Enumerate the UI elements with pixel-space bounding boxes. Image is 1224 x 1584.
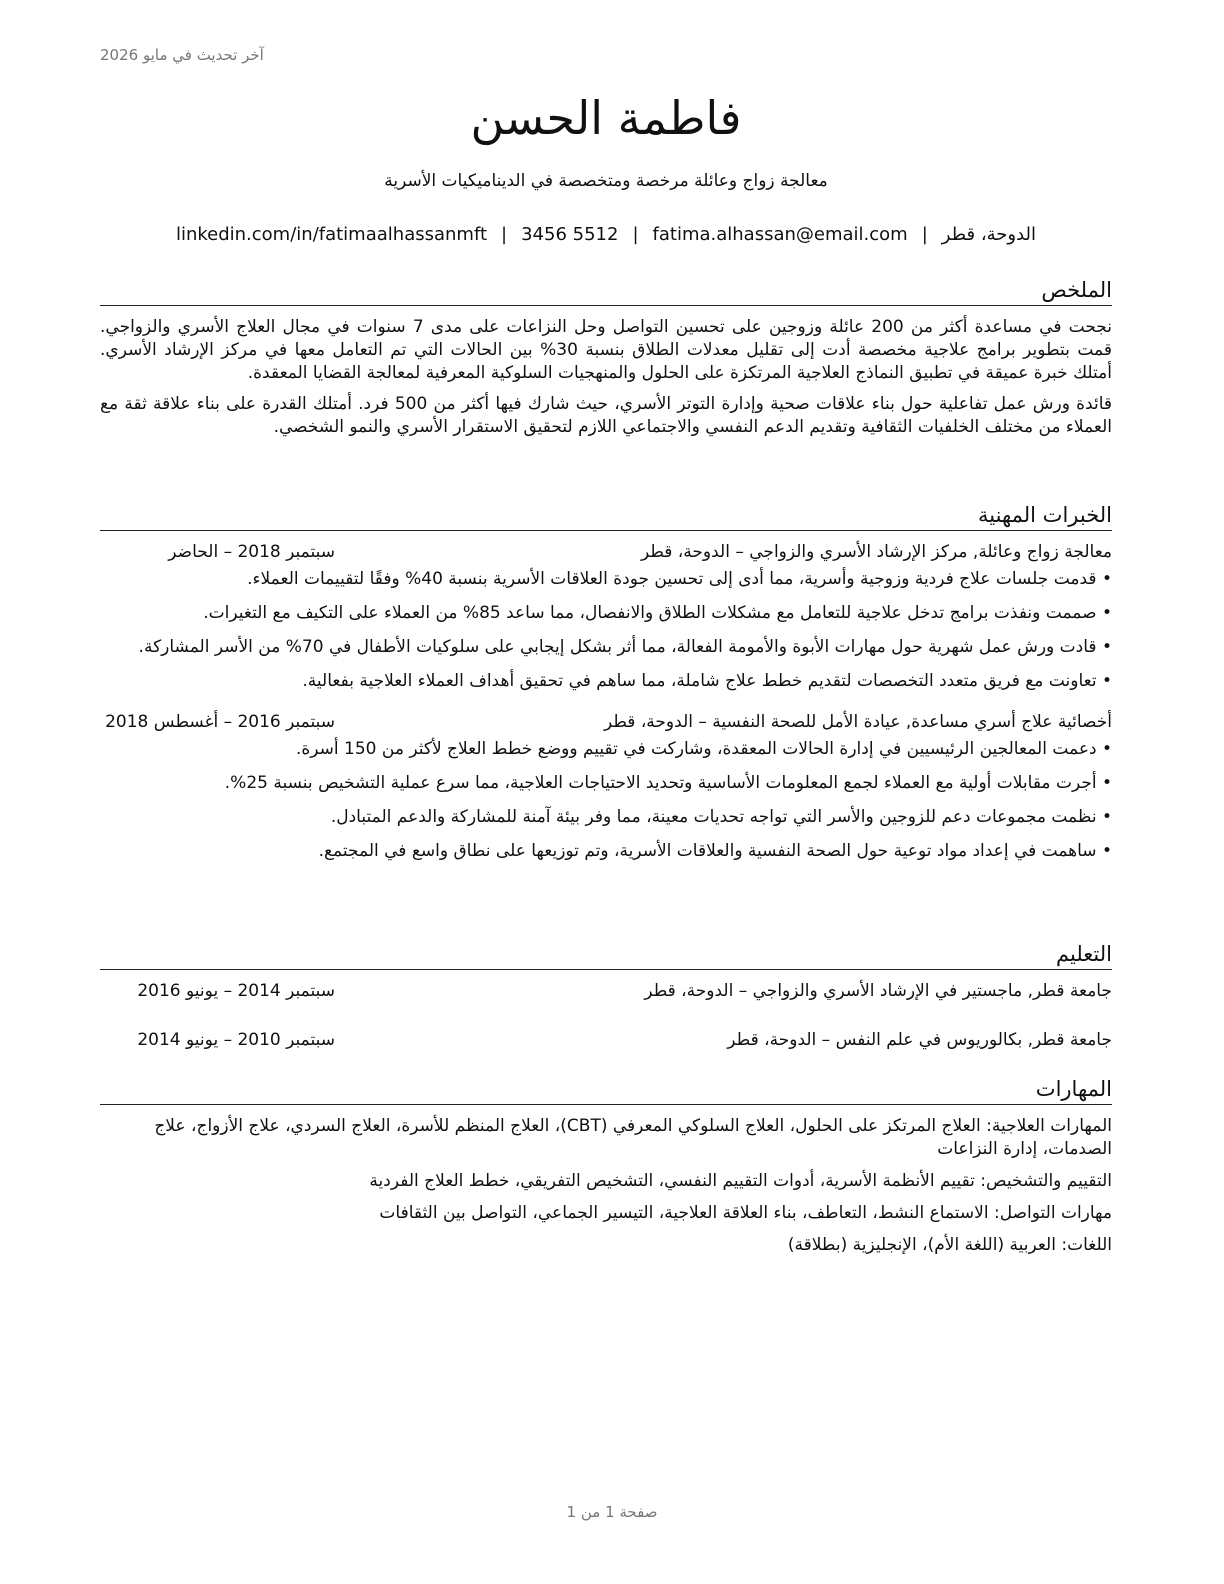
education-heading: جامعة قطر, ماجستير في الإرشاد الأسري والزواجي – الدوحة، قطر xyxy=(644,981,1112,1001)
education-dates: سبتمبر 2014 – يونيو 2016 xyxy=(137,981,335,1001)
summary-paragraph: قائدة ورش عمل تفاعلية حول بناء علاقات صحية وإدارة التوتر الأسري، حيث شارك فيها أكثر من 500 فرد. أمتلك القدرة على بناء علاقة ثقة مع العملاء من مختلف الخلفيات الثقافية وتقديم الدعم النفسي والاجتماعي اللازم لتحقيق الاستقرار الأسري والنمو الشخصي. xyxy=(100,394,1112,437)
summary-section xyxy=(100,276,1112,447)
summary-title: الملخص xyxy=(100,276,1112,306)
contact-separator: | xyxy=(632,224,639,245)
job-bullets xyxy=(100,568,1112,693)
job-bullet: • أجرت مقابلات أولية مع العملاء لجمع المعلومات الأساسية وتحديد الاحتياجات العلاجية، مما سرع عملية التشخيص بنسبة 25%. xyxy=(100,772,1112,795)
education-entry xyxy=(100,980,1112,1003)
skill-line: التقييم والتشخيص: تقييم الأنظمة الأسرية، أدوات التقييم النفسي، التشخيص التفريقي، خطط العلاج الفردية xyxy=(369,1171,1112,1191)
job-bullet: • قدمت جلسات علاج فردية وزوجية وأسرية، مما أدى إلى تحسين جودة العلاقات الأسرية بنسبة 40% وفقًا لتقييمات العملاء. xyxy=(100,568,1112,591)
candidate-name: فاطمة الحسن xyxy=(470,91,742,145)
education-entry xyxy=(100,1029,1112,1052)
last-updated-note: آخر تحديث في مايو 2026 xyxy=(100,46,264,64)
job-bullet: • نظمت مجموعات دعم للزوجين والأسر التي تواجه تحديات معينة، مما وفر بيئة آمنة للمشاركة والدعم المتبادل. xyxy=(100,806,1112,829)
education-section xyxy=(100,940,1112,1078)
job-bullet: • صممت ونفذت برامج تدخل علاجية للتعامل مع مشكلات الطلاق والانفصال، مما ساعد 85% من العملاء على التكيف مع التغيرات. xyxy=(100,602,1112,625)
job-bullets xyxy=(100,738,1112,863)
contact-phone: 3456 5512 xyxy=(521,224,619,245)
skill-line: المهارات العلاجية: العلاج المرتكز على الحلول، العلاج السلوكي المعرفي (CBT)، العلاج المنظم للأسرة، العلاج السردي، علاج الأزواج، علاج الصدمات، إدارة النزاعات xyxy=(154,1116,1112,1159)
education-heading: جامعة قطر, بكالوريوس في علم النفس – الدوحة، قطر xyxy=(727,1030,1112,1050)
job-bullet: • تعاونت مع فريق متعدد التخصصات لتقديم خطط علاج شاملة، مما ساهم في تحقيق أهداف العملاء العلاجية بفعالية. xyxy=(100,670,1112,693)
contact-line xyxy=(100,223,1112,246)
contact-linkedin[interactable]: linkedin.com/in/fatimaalhassanmft xyxy=(175,224,488,245)
experience-section xyxy=(100,501,1112,874)
job-entry xyxy=(100,711,1112,863)
job-heading: أخصائية علاج أسري مساعدة, عيادة الأمل للصحة النفسية – الدوحة، قطر xyxy=(603,712,1112,732)
contact-location: الدوحة، قطر xyxy=(941,224,1037,245)
job-bullet: • ساهمت في إعداد مواد توعية حول الصحة النفسية والعلاقات الأسرية، وتم توزيعها على نطاق واسع في المجتمع. xyxy=(100,840,1112,863)
job-dates: سبتمبر 2016 – أغسطس 2018 xyxy=(105,712,335,732)
page-number: صفحة 1 من 1 xyxy=(566,1503,658,1521)
job-dates: سبتمبر 2018 – الحاضر xyxy=(168,542,335,562)
contact-email[interactable]: fatima.alhassan@email.com xyxy=(652,224,908,245)
resume-page xyxy=(100,0,1112,1584)
job-bullet: • دعمت المعالجين الرئيسيين في إدارة الحالات المعقدة، وشاركت في تقييم ووضع خطط العلاج لأكثر من 150 أسرة. xyxy=(100,738,1112,761)
job-heading: معالجة زواج وعائلة, مركز الإرشاد الأسري والزواجي – الدوحة، قطر xyxy=(640,542,1112,562)
skills-section xyxy=(100,1075,1112,1266)
education-dates: سبتمبر 2010 – يونيو 2014 xyxy=(137,1030,335,1050)
skills-title: المهارات xyxy=(100,1075,1112,1105)
job-entry xyxy=(100,541,1112,693)
skill-line: مهارات التواصل: الاستماع النشط، التعاطف، بناء العلاقة العلاجية، التيسير الجماعي، التواصل بين الثقافات xyxy=(379,1203,1112,1223)
summary-paragraph: نجحت في مساعدة أكثر من 200 عائلة وزوجين على تحسين التواصل وحل النزاعات على مدى 7 سنوات في مجال العلاج الأسري والزواجي. قمت بتطوير برامج علاجية مخصصة أدت إلى تقليل معدلات الطلاق بنسبة 30% بين الحالات التي تم التعامل معها في مركز الإرشاد الأسري. أمتلك خبرة عميقة في تطبيق النماذج العلاجية المرتكزة على الحلول والمنهجيات السلوكية المعرفية لمعالجة القضايا المعقدة. xyxy=(100,317,1113,383)
skill-line: اللغات: العربية (اللغة الأم)، الإنجليزية (بطلاقة) xyxy=(787,1235,1112,1255)
candidate-tagline: معالجة زواج وعائلة مرخصة ومتخصصة في الديناميكيات الأسرية xyxy=(384,171,828,191)
contact-separator: | xyxy=(921,224,928,245)
contact-separator: | xyxy=(501,224,508,245)
experience-title: الخبرات المهنية xyxy=(100,501,1112,531)
education-title: التعليم xyxy=(100,940,1112,970)
job-bullet: • قادت ورش عمل شهرية حول مهارات الأبوة والأمومة الفعالة، مما أثر بشكل إيجابي على سلوكيات الأطفال في 70% من الأسر المشاركة. xyxy=(100,636,1112,659)
